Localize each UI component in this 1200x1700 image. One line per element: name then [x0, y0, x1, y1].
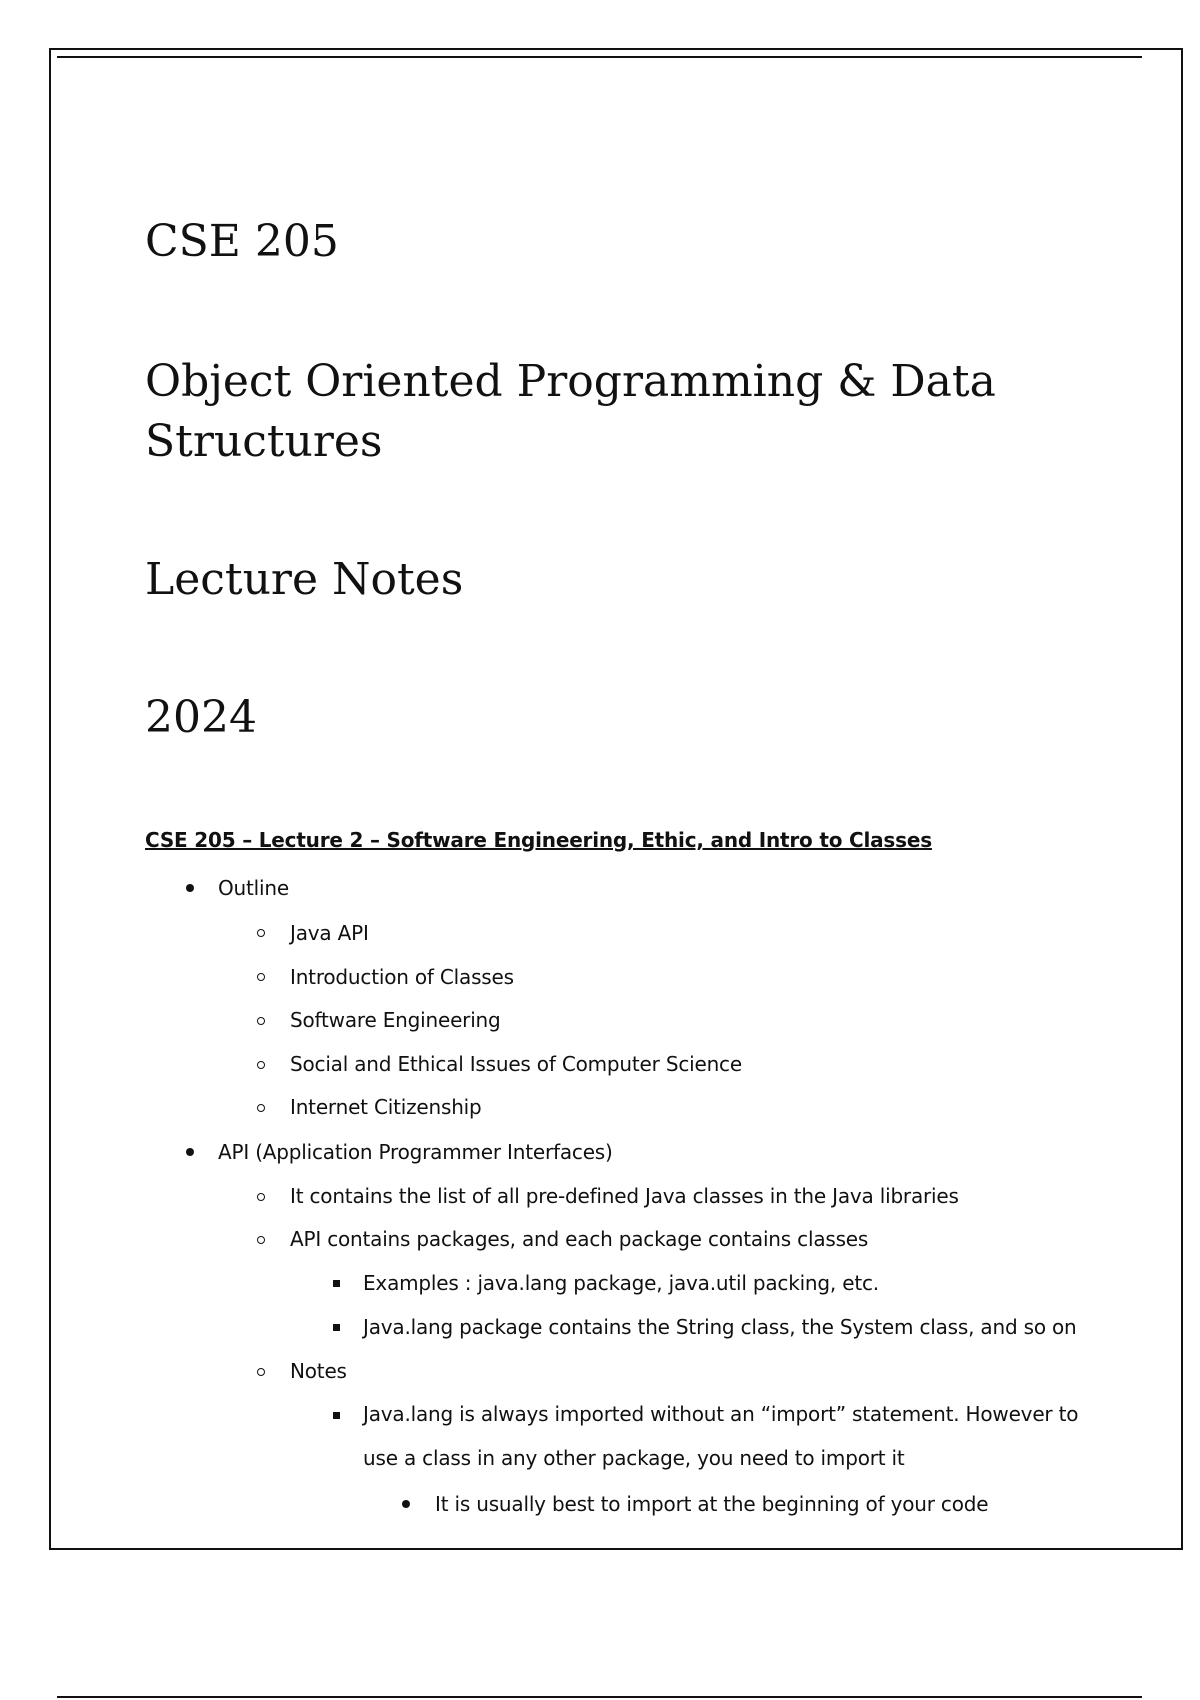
hollow-bullet-icon: [257, 1236, 265, 1244]
notes-text-continued: use a class in any other package, you need to import it: [363, 1446, 905, 1470]
outline-item: Java API: [290, 921, 369, 945]
bottom-rule: [57, 1696, 1142, 1698]
hollow-bullet-icon: [257, 929, 265, 937]
api-point: It contains the list of all pre-defined Java classes in the Java libraries: [290, 1184, 959, 1208]
square-bullet-icon: [333, 1324, 340, 1331]
bullet-icon: [402, 1500, 410, 1508]
document-year: 2024: [145, 692, 257, 743]
api-example: Examples : java.lang package, java.util packing, etc.: [363, 1271, 879, 1295]
outline-item: Software Engineering: [290, 1008, 501, 1032]
hollow-bullet-icon: [257, 1193, 265, 1201]
outline-item: Social and Ethical Issues of Computer Science: [290, 1052, 742, 1076]
hollow-bullet-icon: [257, 1017, 265, 1025]
hollow-bullet-icon: [257, 973, 265, 981]
course-title: Object Oriented Programming & Data Structures: [145, 356, 996, 467]
api-label: API (Application Programmer Interfaces): [218, 1140, 613, 1164]
notes-label: Notes: [290, 1359, 347, 1383]
api-point: API contains packages, and each package contains classes: [290, 1227, 869, 1251]
lecture-heading: CSE 205 – Lecture 2 – Software Engineering, Ethic, and Intro to Classes: [145, 828, 932, 852]
api-example: Java.lang package contains the String class, the System class, and so on: [363, 1315, 1077, 1339]
hollow-bullet-icon: [257, 1368, 265, 1376]
square-bullet-icon: [333, 1412, 340, 1419]
bullet-icon: [186, 1148, 194, 1156]
hollow-bullet-icon: [257, 1061, 265, 1069]
notes-text: Java.lang is always imported without an “import” statement. However to: [363, 1402, 1079, 1426]
document-type: Lecture Notes: [145, 554, 464, 605]
square-bullet-icon: [333, 1280, 340, 1287]
outline-label: Outline: [218, 876, 289, 900]
notes-subpoint: It is usually best to import at the beginning of your code: [435, 1492, 989, 1516]
hollow-bullet-icon: [257, 1104, 265, 1112]
bullet-icon: [186, 884, 194, 892]
top-rule: [57, 56, 1142, 58]
course-code: CSE 205: [145, 216, 339, 267]
outline-item: Internet Citizenship: [290, 1095, 482, 1119]
outline-item: Introduction of Classes: [290, 965, 514, 989]
